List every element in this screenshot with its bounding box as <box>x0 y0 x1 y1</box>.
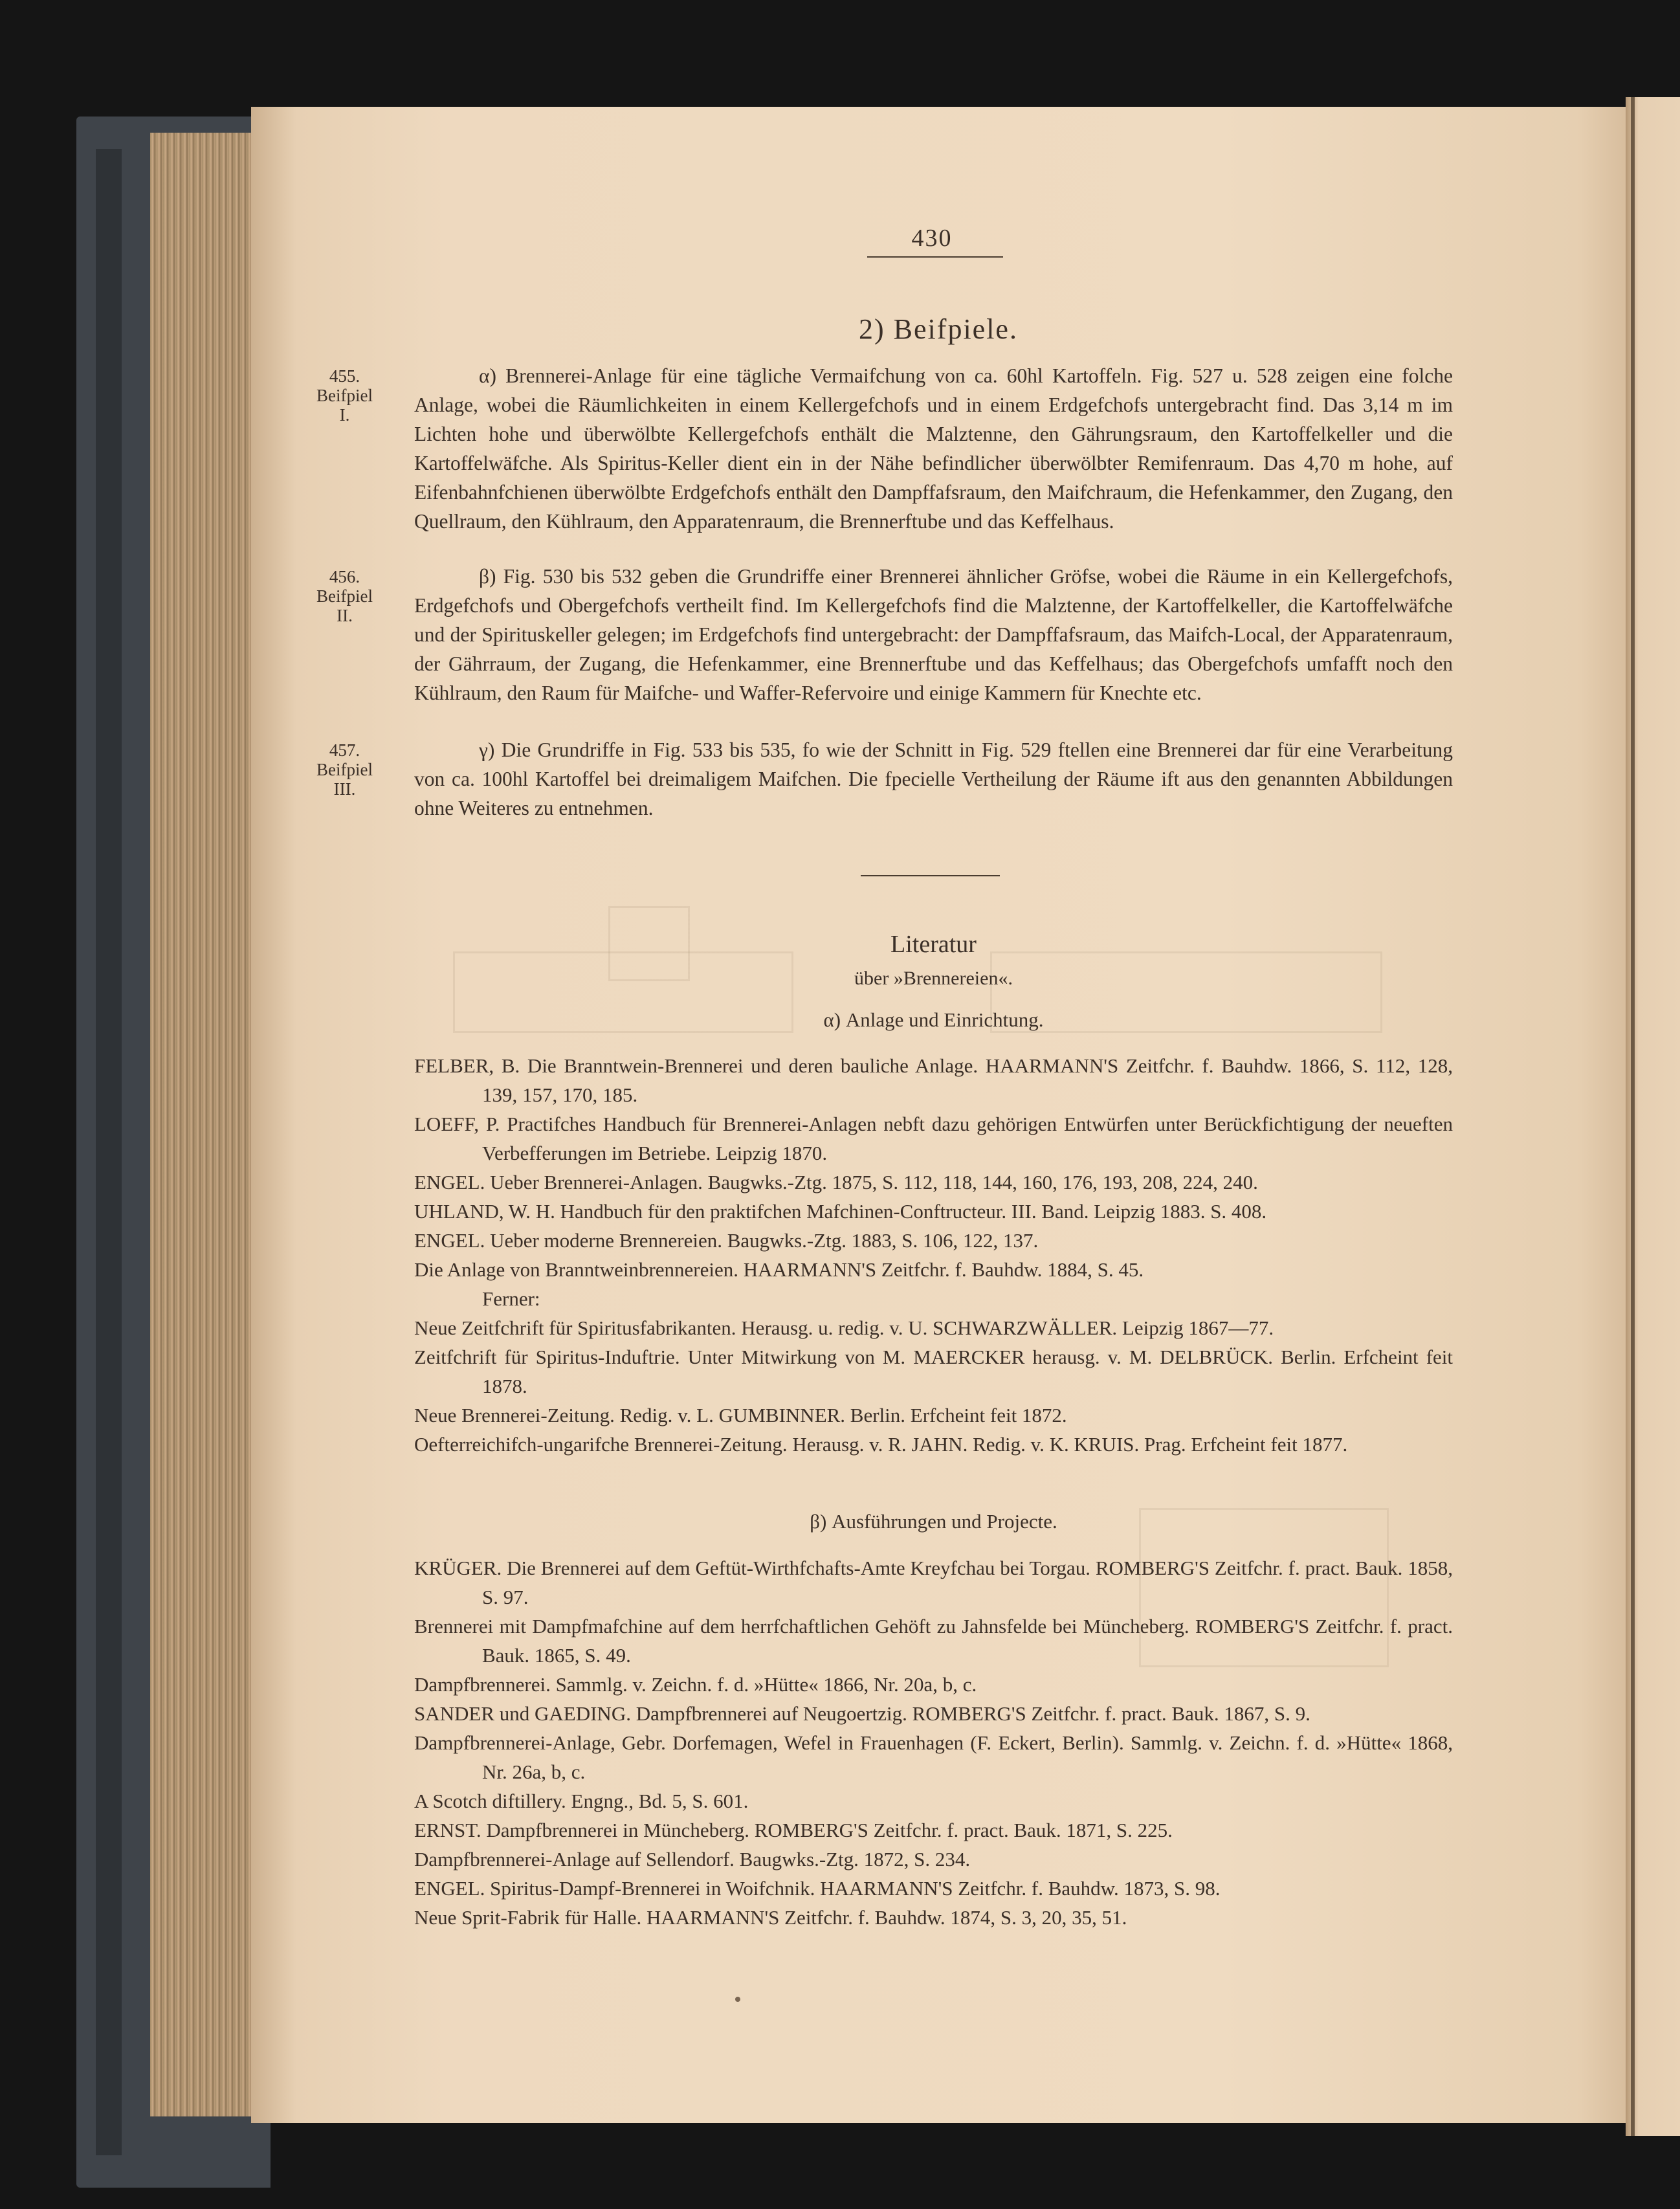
section-divider <box>861 875 1000 876</box>
literature-title: Literatur <box>890 931 977 958</box>
reference-entry: A Scotch diftillery. Engng., Bd. 5, S. 601. <box>414 1790 749 1812</box>
reference-entry: Neue Sprit-Fabrik für Halle. HAARMANN'S Zeitfchr. f. Bauhdw. 1874, S. 3, 20, 35, 51. <box>414 1906 1127 1929</box>
literature-section-b-list <box>414 1553 1453 1932</box>
margin-note-example-3: 457. Beifpiel III. <box>316 740 373 799</box>
margin-note-example-1: 455. Beifpiel I. <box>316 366 373 425</box>
literature-section-b-title: β) Ausführungen und Projecte. <box>810 1510 1057 1533</box>
reference-entry: ERNST. Dampfbrennerei in Müncheberg. ROMBERG'S Zeitfchr. f. pract. Bauk. 1871, S. 225. <box>414 1819 1173 1841</box>
literature-section-a-title: α) Anlage und Einrichtung. <box>823 1008 1044 1031</box>
ferner-label: Ferner: <box>482 1287 540 1310</box>
reference-entry: ENGEL. Spiritus-Dampf-Brennerei in Woifchnik. HAARMANN'S Zeitfchr. f. Bauhdw. 1873, S. 98. <box>414 1877 1221 1900</box>
page-number-rule <box>867 256 1003 258</box>
reference-entry: Neue Zeitfchrift für Spiritusfabrikanten. Herausg. u. redig. v. U. SCHWARZWÄLLER. Leipzig 1867—77. <box>414 1316 1274 1339</box>
reference-entry: FELBER, B. Die Branntwein-Brennerei und deren bauliche Anlage. HAARMANN'S Zeitfchr. f. Bauhdw. 1866, S. 112, 128, 139, 157, 170, 185. <box>414 1054 1453 1106</box>
margin-note-example-2: 456. Beifpiel II. <box>316 567 373 625</box>
reference-entry: LOEFF, P. Practifches Handbuch für Brennerei-Anlagen nebft dazu gehörigen Entwürfen unter Berückfichtigung der neueften Verbefferungen im Betriebe. Leipzig 1870. <box>414 1113 1453 1164</box>
reference-entry: Dampfbrennerei-Anlage, Gebr. Dorfemagen, Wefel in Frauenhagen (F. Eckert, Berlin). Sammlg. v. Zeichn. f. d. »Hütte« 1868, Nr. 26a, b, c. <box>414 1731 1453 1783</box>
example-paragraph-1: α) Brennerei-Anlage für eine tägliche Vermaifchung von ca. 60hl Kartoffeln. Fig. 527 u. 528 zeigen eine folche Anlage, wobei die Räumlichkeiten in einem Kellergefchofs und in einem Erdgefchofs untergebracht find. Das 3,14 m im Lichten hohe und überwölbte Kellergefchofs enthält die Malztenne, den Gährungsraum, den Kartoffelkeller und die Kartoffelwäfche. Als Spiritus-Keller dient ein in der Nähe befindlicher überwölbter Remifenraum. Das 4,70 m hohe, auf Eifenbahnfchienen überwölbte Erdgefchofs enthält den Dampffafsraum, den Maifchraum, die Hefenkammer, den Zugang, den Quellraum, den Kühlraum, den Apparatenraum, die Brennerftube und das Keffelhaus. <box>414 364 1453 533</box>
reference-entry: Neue Brennerei-Zeitung. Redig. v. L. GUMBINNER. Berlin. Erfcheint feit 1872. <box>414 1404 1067 1426</box>
reference-entry: SANDER und GAEDING. Dampfbrennerei auf Neugoertzig. ROMBERG'S Zeitfchr. f. pract. Bauk. 1867, S. 9. <box>414 1702 1310 1725</box>
page-number: 430 <box>911 225 953 252</box>
book-cover-edge <box>96 149 122 2155</box>
section-title: 2) Beifpiele. <box>859 313 1018 345</box>
reference-entry: Dampfbrennerei. Sammlg. v. Zeichn. f. d. »Hütte« 1866, Nr. 20a, b, c. <box>414 1673 977 1696</box>
reference-entry: Brennerei mit Dampfmafchine auf dem herrfchaftlichen Gehöft zu Jahnsfelde bei Müncheberg. ROMBERG'S Zeitfchr. f. pract. Bauk. 1865, S. 49. <box>414 1615 1453 1667</box>
reference-entry: Die Anlage von Branntweinbrennereien. HAARMANN'S Zeitfchr. f. Bauhdw. 1884, S. 45. <box>414 1258 1144 1281</box>
page-edges <box>150 133 267 2116</box>
reference-entry: ENGEL. Ueber moderne Brennereien. Baugwks.-Ztg. 1883, S. 106, 122, 137. <box>414 1229 1039 1252</box>
example-paragraph-2: β) Fig. 530 bis 532 geben die Grundriffe einer Brennerei ähnlicher Gröfse, wobei die Räume in ein Kellergefchofs, Erdgefchofs und Obergefchofs vertheilt find. Im Kellergefchofs find die Malztenne, der Kartoffelkeller, die Kartoffelwäfche und der Spirituskeller gelegen; im Erdgefchofs find untergebracht: der Dampffafsraum, das Maifch-Local, der Apparatenraum, der Gährraum, der Zugang, die Hefenkammer, eine Brennerftube und das Keffelhaus; das Obergefchofs umfafft noch den Kühlraum, den Raum für Maifche- und Waffer-Refervoire und einige Kammern für Knechte etc. <box>414 565 1453 704</box>
literature-section-a-list <box>414 1051 1453 1459</box>
literature-subtitle: über »Brennereien«. <box>854 968 1013 989</box>
page-gutter <box>1631 97 1635 2136</box>
paper-spot <box>735 1997 740 2002</box>
reference-entry: Oefterreichifch-ungarifche Brennerei-Zeitung. Herausg. v. R. JAHN. Redig. v. K. KRUIS. Prag. Erfcheint feit 1877. <box>414 1433 1348 1456</box>
reference-entry: KRÜGER. Die Brennerei auf dem Geftüt-Wirthfchafts-Amte Kreyfchau bei Torgau. ROMBERG'S Zeitfchr. f. pract. Bauk. 1858, S. 97. <box>414 1557 1453 1608</box>
example-paragraph-3: γ) Die Grundriffe in Fig. 533 bis 535, fo wie der Schnitt in Fig. 529 ftellen eine Brennerei dar für eine Verarbeitung von ca. 100hl Kartoffel bei dreimaligem Maifchen. Die fpecielle Vertheilung der Räume ift aus den genannten Abbildungen ohne Weiteres zu entnehmen. <box>414 738 1453 819</box>
reference-entry: UHLAND, W. H. Handbuch für den praktifchen Mafchinen-Conftructeur. III. Band. Leipzig 1883. S. 408. <box>414 1200 1267 1223</box>
reference-entry: Dampfbrennerei-Anlage auf Sellendorf. Baugwks.-Ztg. 1872, S. 234. <box>414 1848 971 1870</box>
reference-entry: ENGEL. Ueber Brennerei-Anlagen. Baugwks.-Ztg. 1875, S. 112, 118, 144, 160, 176, 193, 208, 224, 240. <box>414 1171 1258 1193</box>
reference-entry: Zeitfchrift für Spiritus-Induftrie. Unter Mitwirkung von M. MAERCKER herausg. v. M. DELBRÜCK. Berlin. Erfcheint feit 1878. <box>414 1346 1453 1397</box>
